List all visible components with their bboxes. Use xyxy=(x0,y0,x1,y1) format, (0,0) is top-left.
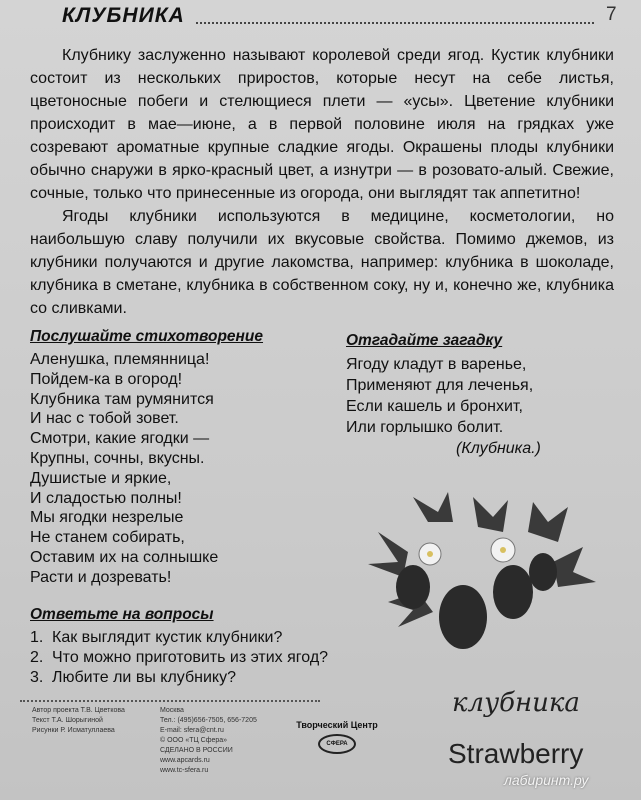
poem-line: Пойдем-ка в огород! xyxy=(30,370,183,388)
question-text: Что можно приготовить из этих ягод? xyxy=(52,649,329,666)
contact-line: © ООО «ТЦ Сфера» xyxy=(160,737,228,744)
credit-line: Рисунки Р. Исматуллаева xyxy=(32,727,115,734)
riddle-line: Применяют для леченья, xyxy=(346,377,534,394)
poem-line: Аленушка, племянница! xyxy=(30,351,210,368)
publisher-contacts xyxy=(160,706,257,776)
riddle-answer: (Клубника.) xyxy=(456,440,541,457)
contact-line: www.tc-sfera.ru xyxy=(160,767,209,774)
question-item xyxy=(30,648,410,668)
question-number: 1. xyxy=(30,629,44,646)
poem-line: И нас с тобой зовет. xyxy=(30,410,179,428)
intro-paragraph: Ягоды клубники используются в медицине, косметологии, но наибольшую славу получили их вкусовые свойства. Помимо джемов, из клубники получаются и другие лакомства, например: клубника в шоколаде, клубника в сметане, клубника в собственном соку, ну и, конечно же, клубника со сливками. xyxy=(30,208,614,317)
contact-line: Москва xyxy=(160,707,184,714)
poem-line: Оставим их на солнышке xyxy=(30,548,219,566)
riddle-heading: Отгадайте загадку xyxy=(346,332,503,349)
poem-line: Клубника там румянится xyxy=(30,390,214,408)
question-number: 2. xyxy=(30,649,44,666)
poem-line: Расти и дозревать! xyxy=(30,568,172,586)
question-item xyxy=(30,668,410,688)
title-divider xyxy=(196,22,594,24)
contact-line: www.apcards.ru xyxy=(160,757,210,764)
riddle-line: Если кашель и бронхит, xyxy=(346,398,523,415)
intro-text xyxy=(30,44,614,320)
riddle xyxy=(346,354,606,459)
page-number: 7 xyxy=(606,4,617,25)
questions-list xyxy=(30,628,410,688)
poem-line: И сладостью полны! xyxy=(30,489,182,507)
word-english: Strawberry xyxy=(448,738,584,769)
questions-heading: Ответьте на вопросы xyxy=(30,606,214,623)
watermark: лабиринт.ру xyxy=(504,772,589,788)
intro-paragraph: Клубнику заслуженно называют королевой среди ягод. Кустик клубники состоит из нескольких приростов, которые несут на себе листья, цветоносные побеги и стелющиеся плети — «усы». Цветение клубники происходит в мае—июне, а в первой половине июля на грядках уже созревают ароматные крупные сладкие ягоды. Окрашены плоды клубники обычно снаружи в ярко-красный цвет, а изнутри — в розовато-алый. Свежие, сочные, только что принесенные из огорода, они выглядят так аппетитно! xyxy=(30,47,614,202)
publisher-logo xyxy=(292,720,382,754)
credit-line: Автор проекта Т.В. Цветкова xyxy=(32,707,125,714)
poem-line: Не станем собирать, xyxy=(30,529,185,547)
question-text: Как выглядит кустик клубники? xyxy=(52,629,283,646)
page-title: КЛУБНИКА xyxy=(62,4,185,27)
credits xyxy=(32,706,125,736)
poem-heading: Послушайте стихотворение xyxy=(30,328,264,345)
question-number: 3. xyxy=(30,669,44,686)
poem-line: Крупны, сочны, вкусны. xyxy=(30,449,205,467)
riddle-line: Или горлышко болит. xyxy=(346,419,504,436)
contact-line: СДЕЛАНО В РОССИИ xyxy=(160,747,233,754)
contact-line: Тел.: (495)656-7505, 656-7205 xyxy=(160,717,257,724)
poem-line: Душистые и яркие, xyxy=(30,469,172,487)
riddle-line: Ягоду кладут в варенье, xyxy=(346,356,527,373)
contact-line: E-mail: sfera@cnt.ru xyxy=(160,727,224,734)
footer-divider xyxy=(20,700,320,702)
publisher-name: Творческий Центр xyxy=(296,720,378,730)
poem-line: Мы ягодки незрелые xyxy=(30,509,184,527)
question-text: Любите ли вы клубнику? xyxy=(52,669,236,686)
word-russian: клубника xyxy=(452,688,580,718)
question-item xyxy=(30,628,410,648)
poem-line: Смотри, какие ягодки — xyxy=(30,430,210,448)
credit-line: Текст Т.А. Шорыгиной xyxy=(32,717,103,724)
poem xyxy=(30,350,350,588)
sphere-logo-icon: СФЕРА xyxy=(318,734,356,754)
